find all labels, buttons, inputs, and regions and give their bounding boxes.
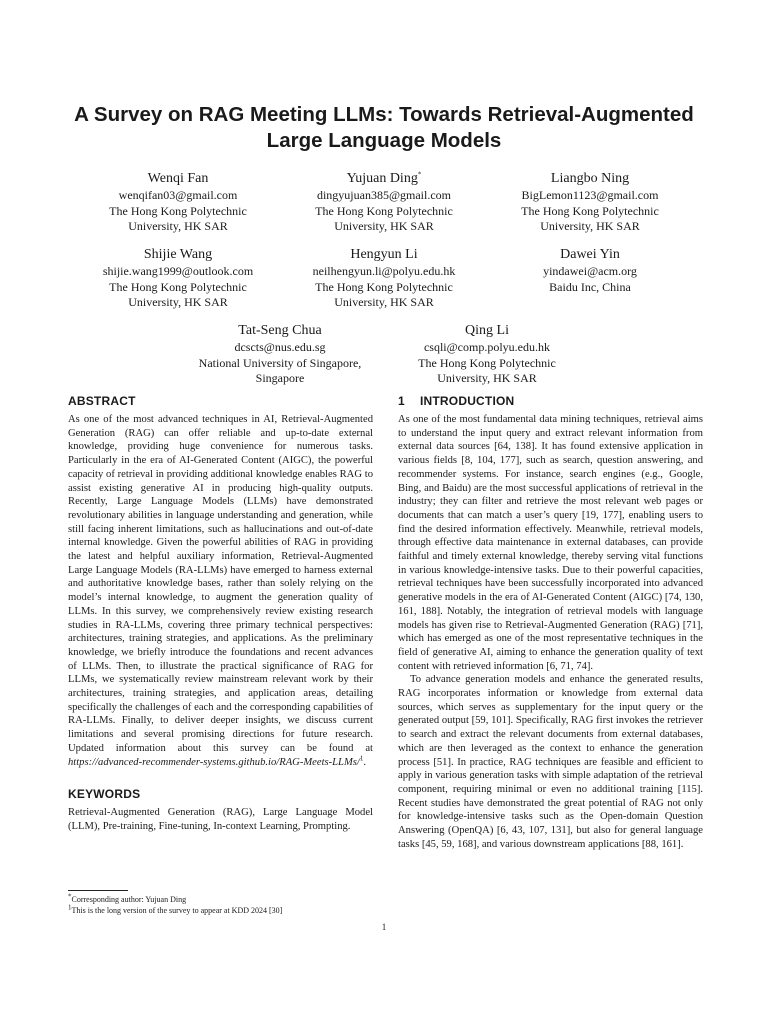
author-affiliation: The Hong Kong Polytechnic xyxy=(315,279,453,294)
author-affiliation: The Hong Kong Polytechnic xyxy=(109,279,247,294)
author-affiliation: Baidu Inc, China xyxy=(549,279,631,294)
author-block xyxy=(387,322,587,387)
left-column xyxy=(68,394,373,834)
author-affiliation: University, HK SAR xyxy=(128,295,228,309)
section-number: 1 xyxy=(398,394,405,408)
author-block xyxy=(490,246,690,295)
author-block xyxy=(490,170,690,235)
intro-paragraph-2: To advance generation models and enhance the generated results, RAG incorporates information or knowledge from external data sources, which serves as supplementary for the input query or the generated output [59, 101]. Specifically, RAG first invokes the retriever to search and extract the relevant documents from external databases, which are then leveraged as the context to enhance the generation process [51]. In practice, RAG techniques are feasible and efficient to apply in various generation tasks with simple adaptation of the retrieval component, requiring minimal or even no additional training [115]. Recent studies have demonstrated the great potential of RAG not only for knowledge-intensive tasks such as the Open-domain Question Answering (OpenQA) [6, 43, 107, 131], but also for general language tasks [45, 59, 168], and various downstream applications [88, 161]. xyxy=(398,674,703,850)
paper-title xyxy=(40,102,728,154)
author-affiliation: The Hong Kong Polytechnic xyxy=(521,203,659,218)
author-name: Qing Li xyxy=(465,323,509,338)
introduction-heading xyxy=(398,394,703,409)
right-column xyxy=(398,394,703,852)
author-affiliation: University, HK SAR xyxy=(334,219,434,233)
author-affiliation: The Hong Kong Polytechnic xyxy=(418,355,556,370)
keywords-section xyxy=(68,787,373,833)
title-line-2: Large Language Models xyxy=(266,129,502,152)
author-affiliation: The Hong Kong Polytechnic xyxy=(109,203,247,218)
title-line-1: A Survey on RAG Meeting LLMs: Towards Retrieval-Augmented xyxy=(74,103,694,126)
author-affiliation: University, HK SAR xyxy=(128,219,228,233)
author-affiliation: Singapore xyxy=(255,371,305,385)
keywords-text: Retrieval-Augmented Generation (RAG), Large Language Model (LLM), Pre-training, Fine-tuning, In-context Learning, Prompting. xyxy=(68,807,373,832)
footnote-corresponding: *Corresponding author: Yujuan Ding xyxy=(68,892,187,904)
abstract-text: As one of the most advanced techniques in AI, Retrieval-Augmented Generation (RAG) can offer reliable and up-to-date external knowledge, providing huge convenience for numerous tasks. Particularly in the era of AI-Generated Content (AIGC), the powerful capacity of retrieval in providing additional knowledge enables RAG to assist existing generative AI in producing high-quality outputs. Recently, Large Language Models (LLMs) have demonstrated revolutionary abilities in language understanding and generation, while still facing inherent limitations, such as hallucinations and out-of-date internal knowledge. Given the powerful abilities of RAG in providing the latest and helpful auxiliary information, Retrieval-Augmented Large Language Models (RA-LLMs) have emerged to harness external and authoritative knowledge bases, rather than solely relying on the model’s internal knowledge, to augment the generation quality of LLMs. In this survey, we comprehensively review existing research studies in RA-LLMs, covering three primary technical perspectives: architectures, training strategies, and applications. As the preliminary knowledge, we briefly introduce the foundations and recent advances of LLMs. Then, to illustrate the practical significance of RAG for LLMs, we systematically review mainstream relevant work by their architectures, training strategies, and application areas, detailing specifically the challenges of each and the corresponding capabilities of RA-LLMs. Finally, to deliver deeper insights, we discuss current limitations and several promising directions for future research. Updated information about this survey can be found at https://advanced-recommender-systems.github.io/RAG-Meets-LLMs/$^1$. xyxy=(68,414,373,768)
author-name: Hengyun Li xyxy=(350,247,418,262)
author-block xyxy=(78,246,278,311)
keywords-heading: KEYWORDS xyxy=(68,787,141,802)
section-title: INTRODUCTION xyxy=(420,394,515,408)
author-email: dingyujuan385@gmail.com xyxy=(316,188,452,202)
survey-url-link[interactable]: https://advanced-recommender-systems.github.io/RAG-Meets-LLMs/ xyxy=(68,756,360,768)
author-email: BigLemon1123@gmail.com xyxy=(521,188,659,202)
author-name: Dawei Yin xyxy=(560,247,620,262)
author-name: Tat-Seng Chua xyxy=(238,323,322,338)
author-email: dcscts@nus.edu.sg xyxy=(234,340,326,354)
author-email: yindawei@acm.org xyxy=(543,264,637,278)
author-name: Shijie Wang xyxy=(143,247,213,262)
author-block xyxy=(284,170,484,235)
author-email: wenqifan03@gmail.com xyxy=(118,188,238,202)
author-affiliation: University, HK SAR xyxy=(437,371,537,385)
author-block xyxy=(78,170,278,235)
footnote-1: 1This is the long version of the survey to appear at KDD 2024 [30] xyxy=(68,902,283,915)
footnotes xyxy=(68,890,373,916)
author-block xyxy=(284,246,484,311)
page-number: 1 xyxy=(381,922,387,932)
intro-paragraph-1: As one of the most fundamental data mining techniques, retrieval aims to understand the input query and extract relevant information from external data sources [64, 138]. It has found extensive application in various fields [8, 104, 177], such as search, question answering, and recommender systems. For instance, search engines (e.g., Google, Bing, and Baidu) are the most successful applications of retrieval in the industry; they can filter and retrieve the most relevant web pages or documents that can match a user’s query [19, 177], enabling users to find the desired information effectively. Meanwhile, retrieval models, through effective data maintenance in external databases, can provide faithful and timely external knowledge, thereby serving vital functions in various knowledge-intensive tasks. Due to their powerful capacities, retrieval techniques have been successfully incorporated into advanced generative models in the era of AI-Generated Content (AIGC) [74, 130, 161, 188]. Notably, the integration of retrieval models with language models has given rise to Retrieval-Augmented Generation (RAG) [71], which has emerged as one of the most representative techniques in the field of generative AI, aiming to enhance the generation quality of text content with retrieved information [6, 71, 74]. xyxy=(398,414,703,672)
abstract-heading: ABSTRACT xyxy=(68,394,136,408)
author-affiliation: University, HK SAR xyxy=(334,295,434,309)
author-name: Liangbo Ning xyxy=(550,171,630,186)
author-name: Yujuan Ding* xyxy=(346,170,422,186)
author-name: Wenqi Fan xyxy=(147,171,209,186)
author-block xyxy=(180,322,380,387)
author-email: shijie.wang1999@outlook.com xyxy=(102,264,254,278)
author-affiliation: The Hong Kong Polytechnic xyxy=(315,203,453,218)
author-email: neilhengyun.li@polyu.edu.hk xyxy=(312,264,456,278)
author-affiliation: University, HK SAR xyxy=(540,219,640,233)
footnote-mark: 1 xyxy=(359,754,364,763)
author-email: csqli@comp.polyu.edu.hk xyxy=(423,340,551,354)
author-affiliation: National University of Singapore, xyxy=(198,355,362,370)
abstract-body: As one of the most advanced techniques in AI, Retrieval-Augmented Generation (RAG) can offer reliable and up-to-date external knowledge, providing huge convenience for numerous tasks. Particularly in the era of AI-Generated Content (AIGC), the powerful capacity of retrieval in providing additional knowledge enables RAG to assist existing generative AI in producing high-quality outputs. Recently, Large Language Models (LLMs) have demonstrated revolutionary abilities in language understanding and generation, while still facing inherent limitations, such as hallucinations and out-of-date internal knowledge. Given the powerful abilities of RAG in providing the latest and helpful auxiliary information, Retrieval-Augmented Large Language Models (RA-LLMs) have emerged to harness external and authoritative knowledge bases, rather than solely relying on the model’s internal knowledge, to augment the generation quality of LLMs. In this survey, we comprehensively review existing research studies in RA-LLMs, covering three primary technical perspectives: architectures, training strategies, and applications. As the preliminary knowledge, we briefly introduce the foundations and recent advances of LLMs. Then, to illustrate the practical significance of RAG for LLMs, we systematically review mainstream relevant work by their architectures, training strategies, and application areas, detailing specifically the challenges of each and the corresponding capabilities of RA-LLMs. Finally, to deliver deeper insights, we discuss current limitations and several promising directions for future research. Updated information about this survey can be found at xyxy=(68,414,373,754)
corresponding-mark: * xyxy=(417,170,422,179)
footnote-divider xyxy=(68,890,128,891)
